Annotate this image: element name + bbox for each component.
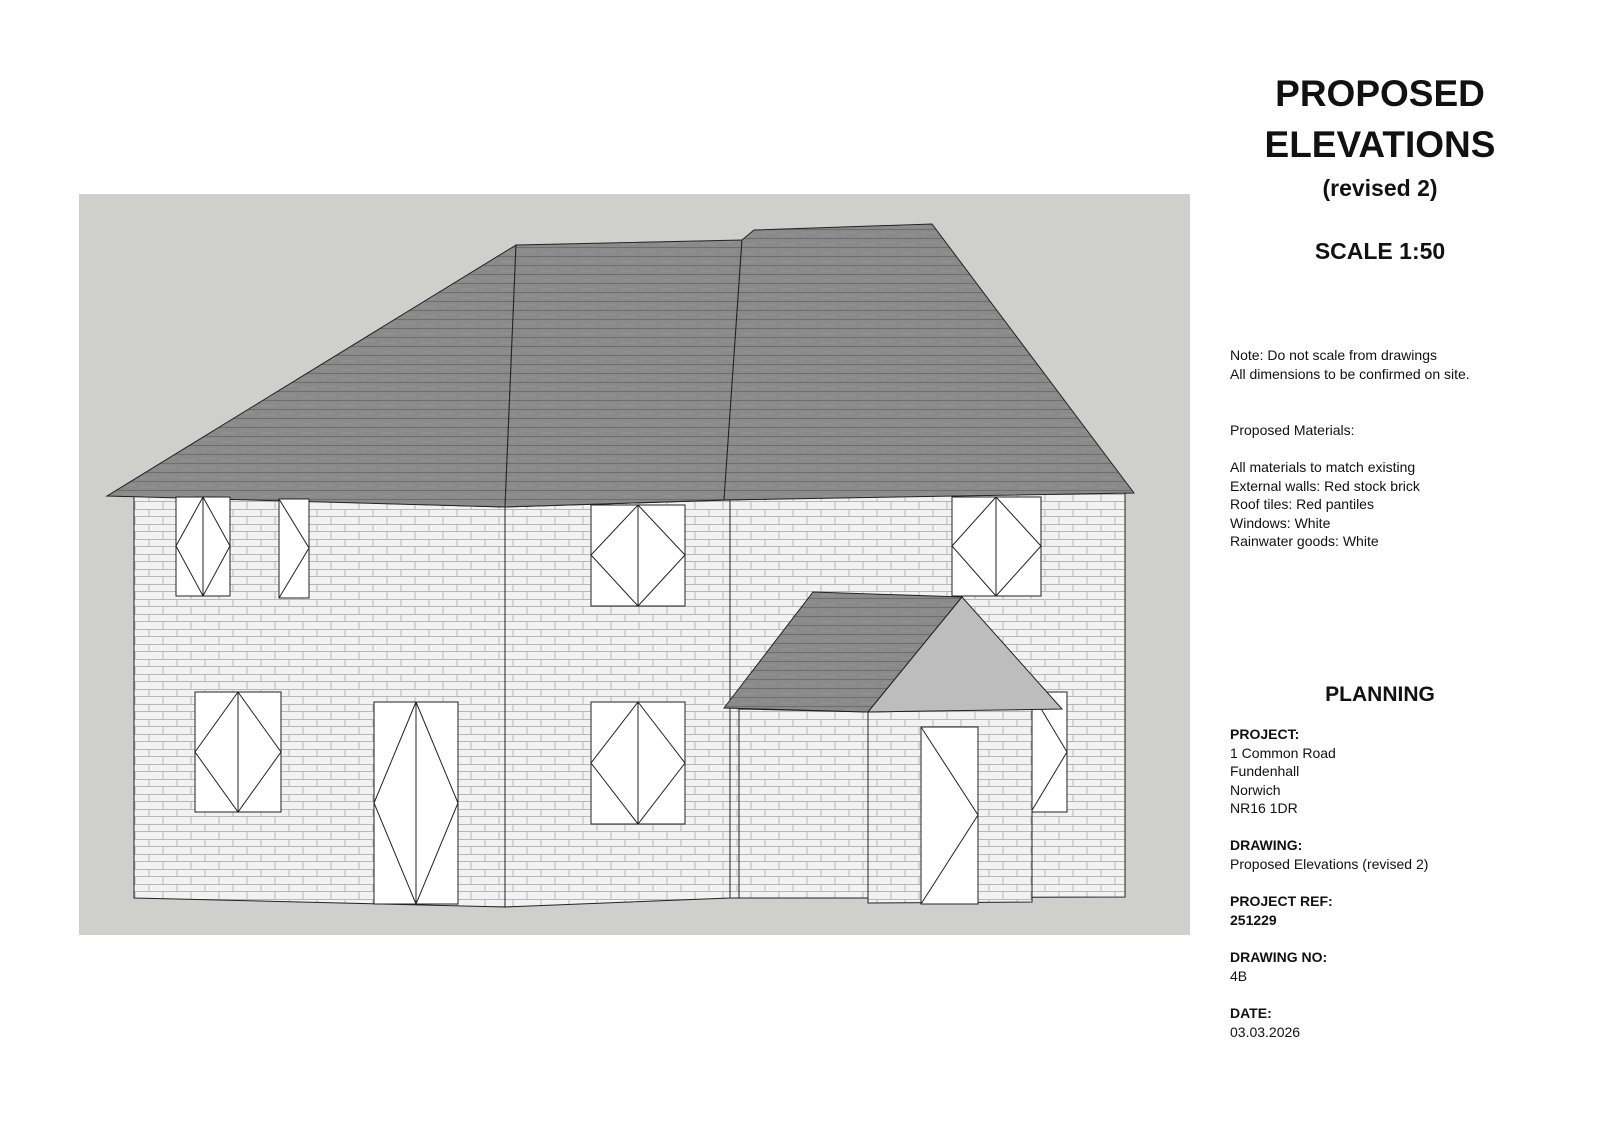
- window-right-lower: [1031, 692, 1067, 812]
- materials-heading: Proposed Materials:: [1230, 422, 1355, 438]
- title-line-1: PROPOSED: [1275, 73, 1485, 114]
- project-ref-value: 251229: [1230, 912, 1277, 928]
- material-item: Windows: White: [1230, 515, 1331, 531]
- project-address-line: 1 Common Road: [1230, 745, 1336, 761]
- window-right-upper: [952, 497, 1041, 596]
- drawing-label: DRAWING:: [1230, 837, 1303, 853]
- window-left-upper-2: [279, 499, 309, 598]
- drawing-no-label: DRAWING NO:: [1230, 949, 1328, 965]
- project-address-line: Norwich: [1230, 782, 1281, 798]
- drawing-value: Proposed Elevations (revised 2): [1230, 856, 1429, 872]
- date-value: 03.03.2026: [1230, 1024, 1301, 1040]
- roof-left-slope: [107, 245, 516, 507]
- title-block: [1215, 0, 1555, 1132]
- window-left-upper-1: [176, 497, 230, 596]
- note-line-1: Note: Do not scale from drawings: [1230, 347, 1437, 363]
- project-address-line: Fundenhall: [1230, 763, 1300, 779]
- scale-label: SCALE 1:50: [1314, 238, 1446, 264]
- material-item: Rainwater goods: White: [1230, 533, 1379, 549]
- status-label: PLANNING: [1325, 683, 1435, 706]
- roof-right-slope: [724, 224, 1134, 500]
- elevation-drawing: [79, 194, 1190, 935]
- material-item: Roof tiles: Red pantiles: [1230, 496, 1374, 512]
- house-3d-elevation-illustration: [79, 194, 1190, 935]
- drawing-no-value: 4B: [1230, 968, 1248, 984]
- porch-side-wall: [739, 709, 868, 898]
- date-label: DATE:: [1230, 1005, 1272, 1021]
- title-line-2: ELEVATIONS: [1264, 124, 1496, 165]
- material-item: External walls: Red stock brick: [1230, 478, 1420, 494]
- project-label: PROJECT:: [1230, 726, 1300, 742]
- revision-label: (revised 2): [1322, 175, 1438, 201]
- project-ref-label: PROJECT REF:: [1230, 893, 1333, 909]
- porch-door: [921, 727, 978, 904]
- project-address-line: NR16 1DR: [1230, 800, 1298, 816]
- window-front-lower: [591, 702, 685, 824]
- window-front-upper: [591, 505, 685, 606]
- roof-front-slope: [505, 240, 742, 507]
- window-left-lower: [195, 692, 281, 812]
- note-line-2: All dimensions to be confirmed on site.: [1230, 366, 1470, 382]
- door-left: [374, 702, 458, 904]
- material-item: All materials to match existing: [1230, 459, 1416, 475]
